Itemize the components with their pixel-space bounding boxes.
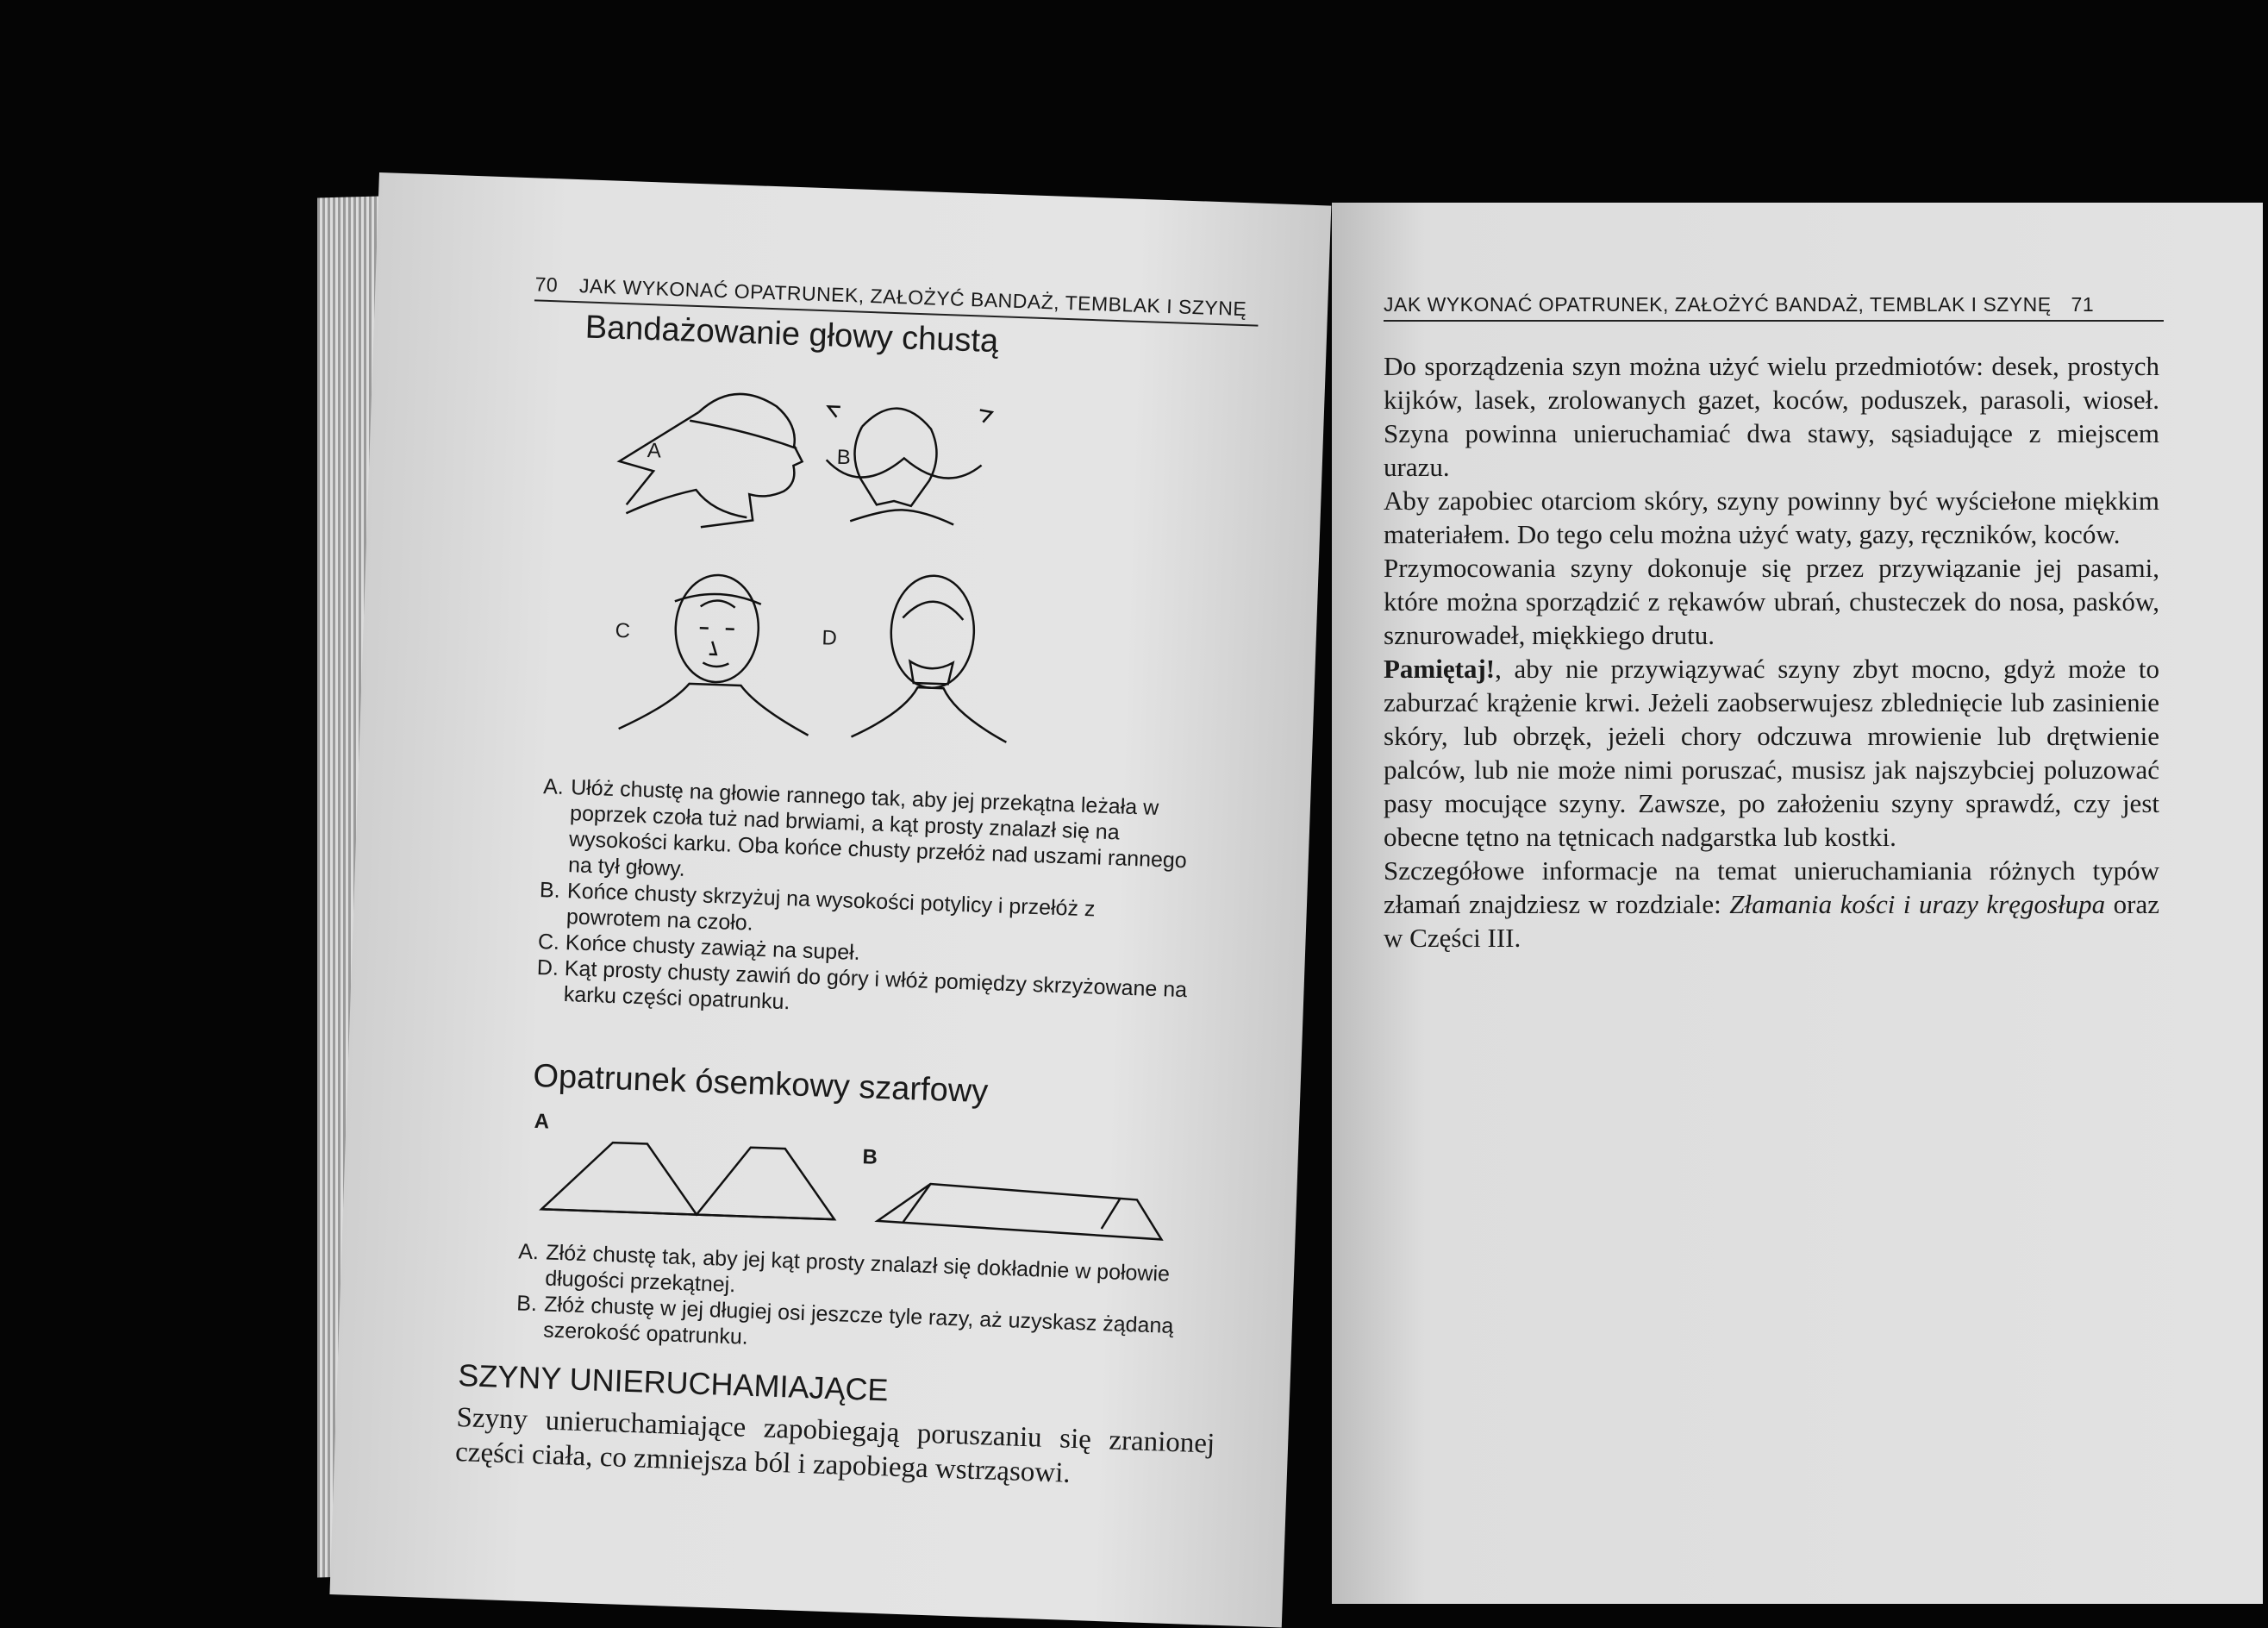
paragraph-2: Aby zapobiec otarciom skóry, szyny powinny być wyściełone miękkim materiałem. Do tego celu można użyć waty, gazy, ręczników, koców. bbox=[1384, 485, 2159, 549]
paragraph-4: Pamiętaj!, aby nie przywiązywać szyny zbyt mocno, gdyż może to zaburzać krążenie krwi. Jeżeli zaobserwujesz zblednięcie lub zasinienie skóry, lub obrzęk, jeżeli chory odczuwa mrowienie lub drętwienie palców, lub nie może nimi poruszać, musisz jak najszybciej poluzować pasy mocujące szyny. Zawsze, po założeniu szyny sprawdź, czy jest obecne tętno na tętnicach nadgarstka lub kostki. bbox=[1384, 654, 2159, 852]
fig1-label-c: C bbox=[615, 618, 631, 643]
paragraph-3: Przymocowania szyny dokonuje się przez przywiązanie jej pasami, które można sporządzić z rękawów ubrań, chusteczek do nosa, pasków, sznurowadeł, miękkiego drutu. bbox=[1384, 553, 2159, 650]
right-page bbox=[1332, 203, 2263, 1604]
head-bandage-steps bbox=[535, 773, 1198, 1029]
figure-eight-steps bbox=[515, 1238, 1191, 1365]
right-page-number: 71 bbox=[2071, 293, 2095, 316]
step-d: D. Kąt prosty chusty zawiń do góry i włóż pomiędzy skrzyżowane na karku części opatrunku. bbox=[536, 955, 1188, 1015]
left-page-number: 70 bbox=[534, 272, 559, 297]
step-a: A. Ułóż chustę na głowie rannego tak, aby jej przekątna leżała w poprzek czoła tuż nad brwiami, a kąt prosty znalazł się na wysokości karku. Oba końce chusty przełóż nad uszami rannego na tył głowy. bbox=[542, 774, 1188, 881]
fig1-label-a: A bbox=[647, 439, 662, 463]
fold-step-a: A. Złóż chustę tak, aby jej kąt prosty znalazł się dokładnie w połowie długości przekątnej. bbox=[517, 1239, 1171, 1298]
fold-step-b: B. Złóż chustę w jej długiej osi jeszcze tyle razy, aż uzyskasz żądaną szerokość opatrunku. bbox=[515, 1291, 1174, 1349]
section-title-splints: SZYNY UNIERUCHAMIAJĄCE bbox=[457, 1357, 890, 1408]
fig2-label-b: B bbox=[862, 1145, 878, 1169]
right-body-text bbox=[1384, 349, 2159, 955]
fig1-label-b: B bbox=[836, 445, 852, 470]
section-title-head-bandage: Bandażowanie głowy chustą bbox=[584, 309, 999, 360]
paragraph-5: Szczegółowe informacje na temat unieruchamiania różnych typów złamań znajdziesz w rozdziale: Złamania kości i urazy kręgosłupa oraz w Części III. bbox=[1384, 855, 2159, 953]
fig1-label-d: D bbox=[822, 626, 838, 650]
step-b: B. Końce chusty skrzyżuj na wysokości potylicy i przełóż z powrotem na czoło. bbox=[539, 878, 1096, 936]
fig2-label-a: A bbox=[534, 1109, 550, 1134]
right-running-head bbox=[1384, 293, 2164, 322]
section-title-figure-eight: Opatrunek ósemkowy szarfowy bbox=[532, 1057, 989, 1111]
paragraph-1: Do sporządzenia szyn można użyć wielu przedmiotów: desek, prostych kijków, lasek, zrolowanych gazet, koców, poduszek, parasoli, wioseł. Szyna powinna unieruchamiać dwa stawy, sąsiadujące z miejscem urazu. bbox=[1384, 351, 2159, 482]
head-bandage-illustration bbox=[565, 356, 1097, 780]
splints-intro-text: Szyny unieruchamiające zapobiegają poruszaniu się zranionej części ciała, co zmniejsza ból i zapobiega wstrząsowi. bbox=[454, 1402, 1215, 1489]
folded-cloth-illustration bbox=[523, 1114, 1165, 1249]
left-running-head-text: JAK WYKONAĆ OPATRUNEK, ZAŁOŻYĆ BANDAŻ, TEMBLAK I SZYNĘ bbox=[578, 274, 1247, 321]
remember-label: Pamiętaj! bbox=[1384, 654, 1496, 684]
left-page bbox=[329, 172, 1331, 1628]
right-running-head-text: JAK WYKONAĆ OPATRUNEK, ZAŁOŻYĆ BANDAŻ, TEMBLAK I SZYNĘ bbox=[1384, 293, 2052, 316]
chapter-reference: Złamania kości i urazy kręgosłupa bbox=[1729, 889, 2106, 919]
step-c: C. Końce chusty zawiąż na supeł. bbox=[537, 929, 861, 966]
